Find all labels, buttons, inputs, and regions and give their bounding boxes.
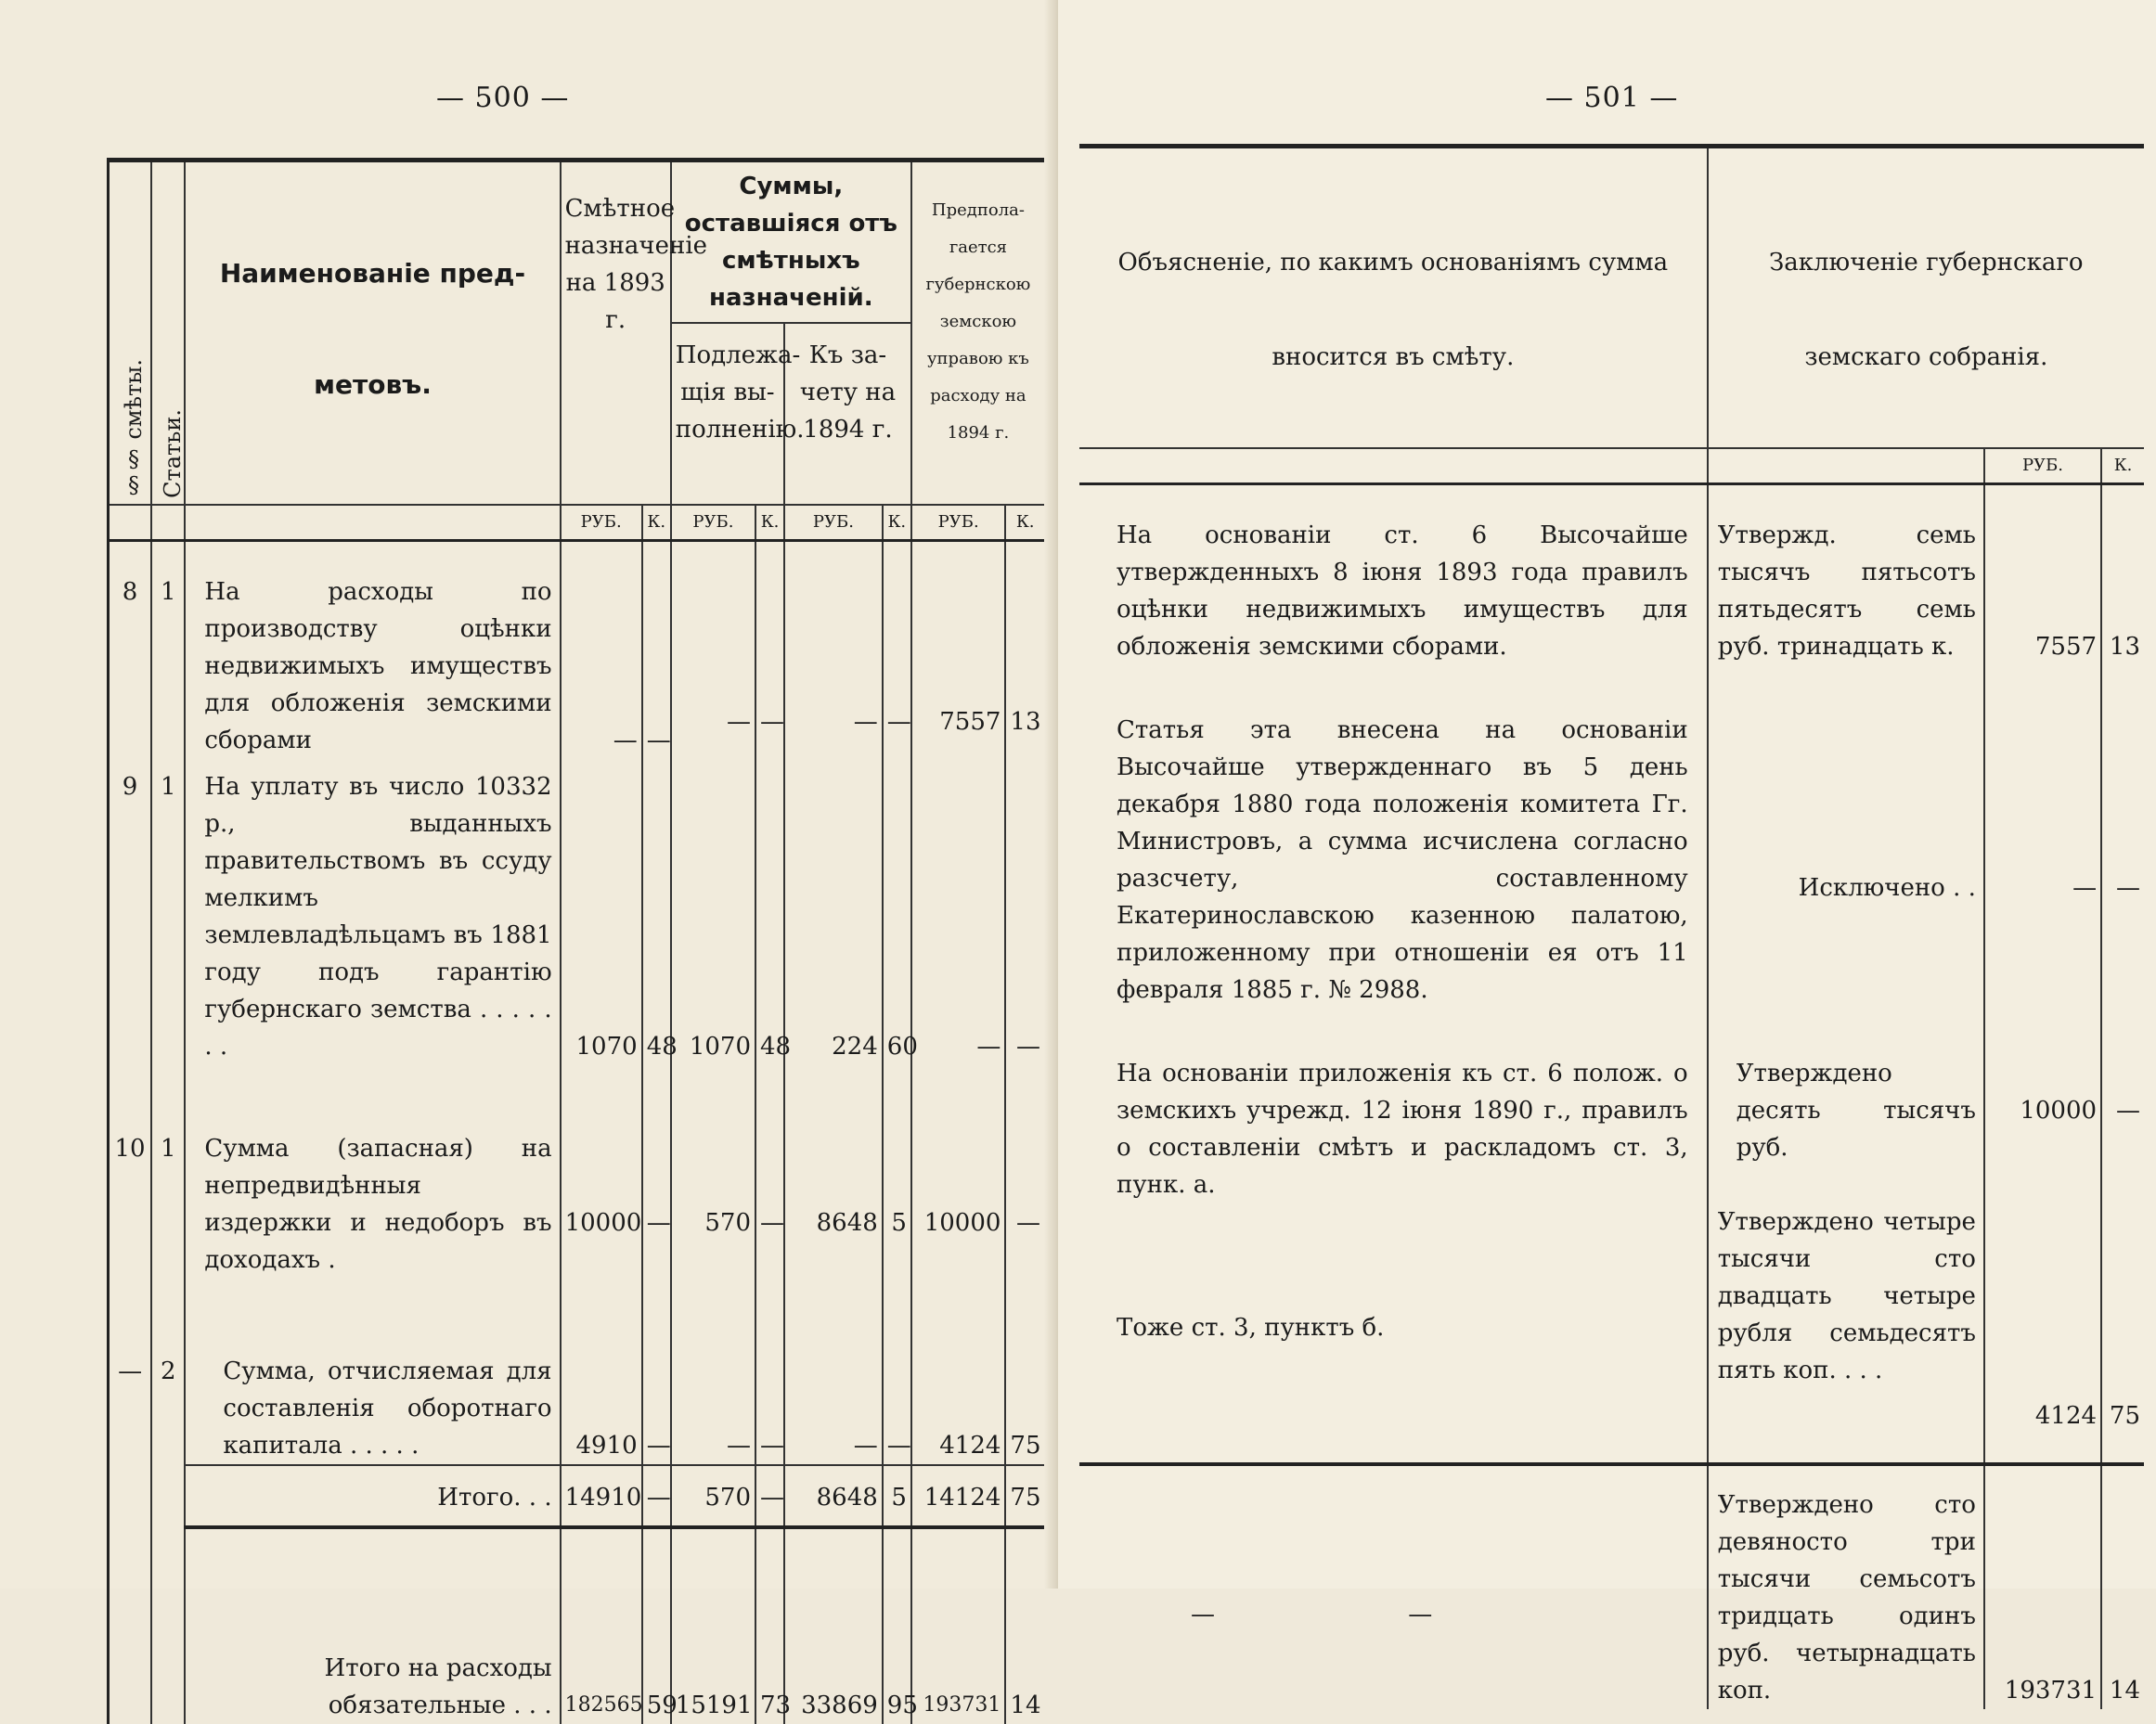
- final-dashes: [1079, 1464, 1708, 1709]
- row-zaklyuchenie: Утверждено четыре тысячи сто двадцать четыре рубля семьдесятъ пять коп. . . .: [1708, 1203, 1984, 1464]
- row-zaklyuchenie: Утверждено десять тысячъ руб.: [1708, 1009, 1984, 1203]
- cell-rub: 4124: [1984, 1203, 2101, 1464]
- cell-kop: —: [2101, 702, 2144, 1009]
- cell-zach-r: 8648: [784, 1065, 883, 1344]
- header-predpolagaetsya: Предпола-гается губернскою земскою управою къ расходу на 1894 г.: [911, 161, 1044, 506]
- cell-podl-k: —: [755, 1344, 784, 1465]
- cell-smet-r: 4910: [561, 1344, 642, 1465]
- cell-podl-r: 570: [671, 1465, 755, 1527]
- cell-smet-k: —: [642, 1465, 671, 1527]
- header-obyasnenie: Объясненіе, по какимъ основаніямъ сумма вносится въ смѣту.: [1117, 249, 1669, 371]
- table-row: [1079, 702, 2144, 1009]
- cell-rub: 7557: [1984, 484, 2101, 703]
- cell-zach-k: 60: [883, 759, 911, 1065]
- row-st: 2: [151, 1344, 185, 1465]
- page-number: — 501 —: [1545, 82, 1679, 114]
- row-st: 1: [151, 1065, 185, 1344]
- cell-podl-r: 1070: [671, 759, 755, 1065]
- cell-zach-k: 95: [883, 1527, 911, 1724]
- row-st: 1: [151, 541, 185, 760]
- row-name: Сумма (запасная) на непредвидѣнныя издержки и недоборъ въ доходахъ .: [185, 1065, 560, 1344]
- cell-podl-k: —: [755, 1465, 784, 1527]
- row-obyasnenie: На основаніи ст. 6 Высочайше утвержденныхъ 8 іюня 1893 года правилъ оцѣнки недвижимыхъ имуществъ для обложенія земскими сборами.: [1117, 521, 1688, 661]
- table-row: [109, 1065, 1045, 1344]
- cell-zach-r: —: [784, 1344, 883, 1465]
- cell-pred-k: 75: [1005, 1344, 1044, 1465]
- final-dash: —: [1191, 1601, 1215, 1628]
- cell-rub: 193731: [1984, 1464, 2101, 1709]
- cell-zach-r: 224: [784, 759, 883, 1065]
- table-row: [109, 1344, 1045, 1465]
- header-zaklyuchenie: Заключеніе губернскаго земскаго собранія.: [1708, 147, 2144, 449]
- conclusion-table: [1079, 144, 2144, 1709]
- row-ss: 8: [109, 541, 152, 760]
- cell-rub: 10000: [1984, 1009, 2101, 1203]
- cell-smet-k: —: [642, 1065, 671, 1344]
- cell-zach-r: 8648: [784, 1465, 883, 1527]
- header-stati: Статьи.: [151, 161, 185, 506]
- cell-pred-r: —: [911, 759, 1006, 1065]
- itogo-obyaz-row: [109, 1527, 1045, 1724]
- kop-label: К.: [2101, 448, 2144, 484]
- page-number: — 500 —: [436, 82, 570, 114]
- rub-label: РУБ.: [1984, 448, 2101, 484]
- row-zaklyuchenie: Утверждено сто девяносто три тысячи семьсотъ тридцать одинъ руб. четырнадцать коп.: [1708, 1464, 1984, 1709]
- cell-podl-k: —: [755, 1065, 784, 1344]
- row-obyasnenie: Тоже ст. 3, пунктъ б.: [1117, 1314, 1385, 1342]
- left-page: [0, 0, 1058, 1719]
- table-row: [1079, 1009, 2144, 1203]
- row-st: 1: [151, 759, 185, 1065]
- cell-smet-r: —: [561, 541, 642, 760]
- row-ss: 10: [109, 1065, 152, 1344]
- kop-label: К.: [642, 505, 671, 541]
- itogo-obyaz-label: Итого на расходы обязательные . . .: [185, 1527, 560, 1724]
- cell-smet-r: 182565: [561, 1527, 642, 1724]
- rub-label: РУБ.: [671, 505, 755, 541]
- kop-label: К.: [883, 505, 911, 541]
- cell-smet-r: 14910: [561, 1465, 642, 1527]
- rub-label: РУБ.: [561, 505, 642, 541]
- rub-label: РУБ.: [784, 505, 883, 541]
- right-page: [1058, 0, 2156, 1705]
- header-k-zachetu: Къ за-чету на 1894 г.: [784, 323, 911, 505]
- table-row: [1079, 1203, 2144, 1464]
- cell-zach-k: 5: [883, 1065, 911, 1344]
- cell-pred-r: 10000: [911, 1065, 1006, 1344]
- cell-kop: 14: [2101, 1464, 2144, 1709]
- cell-smet-k: —: [642, 1344, 671, 1465]
- cell-pred-k: 75: [1005, 1465, 1044, 1527]
- cell-pred-k: —: [1005, 759, 1044, 1065]
- row-name: На уплату въ число 10332 р., выданныхъ правительствомъ въ ссуду мелкимъ землевладѣльцамъ въ 1881 году подъ гарантію губернскаго земства . . . . . . .: [185, 759, 560, 1065]
- row-name: На расходы по производству оцѣнки недвижимыхъ имуществъ для обложенія земскими сборами: [185, 541, 560, 760]
- row-name: Сумма, отчисляемая для составленія оборотнаго капитала . . . . .: [185, 1344, 560, 1465]
- row-obyasnenie: На основаніи приложенія къ ст. 6 полож. о земскихъ учрежд. 12 іюня 1890 г., правилъ о составленіи смѣтъ и раскладомъ ст. 3, пунк. а.: [1117, 1060, 1688, 1199]
- cell-smet-k: 48: [642, 759, 671, 1065]
- cell-smet-r: 10000: [561, 1065, 642, 1344]
- cell-podl-k: 73: [755, 1527, 784, 1724]
- table-row: [109, 541, 1045, 760]
- cell-smet-k: —: [642, 541, 671, 760]
- kop-label: К.: [1005, 505, 1044, 541]
- cell-smet-k: 59: [642, 1527, 671, 1724]
- cell-pred-r: 4124: [911, 1344, 1006, 1465]
- row-zaklyuchenie: Утвержд. семь тысячъ пятьсотъ пятьдесятъ семь руб. тринадцать к.: [1708, 484, 1984, 703]
- cell-pred-k: 13: [1005, 541, 1044, 760]
- header-ss-smety: §§ смѣты.: [109, 161, 152, 506]
- header-ostavshiesya: Суммы, оставшіяся отъ смѣтныхъ назначеній.: [671, 161, 911, 324]
- table-row: [1079, 484, 2144, 703]
- header-name: Наименованіе пред-метовъ.: [185, 161, 560, 506]
- cell-pred-r: 193731: [911, 1527, 1006, 1724]
- cell-kop: 75: [2101, 1203, 2144, 1464]
- cell-podl-r: 15191: [671, 1527, 755, 1724]
- cell-zach-r: —: [784, 541, 883, 760]
- cell-podl-r: —: [671, 1344, 755, 1465]
- cell-podl-r: 570: [671, 1065, 755, 1344]
- cell-podl-k: 48: [755, 759, 784, 1065]
- row-ss: —: [109, 1344, 152, 1465]
- kop-label: К.: [755, 505, 784, 541]
- cell-pred-k: —: [1005, 1065, 1044, 1344]
- header-smetnoe: Смѣтное назначеніе на 1893 г.: [561, 161, 671, 506]
- table-row: [109, 759, 1045, 1065]
- final-row: [1079, 1464, 2144, 1709]
- itogo-row: [109, 1465, 1045, 1527]
- cell-zach-k: —: [883, 1344, 911, 1465]
- rub-label: РУБ.: [911, 505, 1006, 541]
- cell-pred-r: 14124: [911, 1465, 1006, 1527]
- cell-zach-k: —: [883, 541, 911, 760]
- cell-smet-r: 1070: [561, 759, 642, 1065]
- cell-zach-r: 33869: [784, 1527, 883, 1724]
- row-obyasnenie: Статья эта внесена на основаніи Высочайше утвержденнаго въ 5 день декабря 1880 года положенія комитета Гг. Министровъ, а сумма исчислена согласно разсчету, составленному Екатеринославскою казенною палатою, приложенному при отношеніи ея отъ 11 февраля 1885 г. № 2988.: [1117, 716, 1688, 1004]
- final-dash: —: [1408, 1601, 1433, 1628]
- header-podlezh: Подлежа-щія вы-полненію.: [671, 323, 784, 505]
- row-ss: 9: [109, 759, 152, 1065]
- estimate-table: [107, 158, 1044, 1724]
- cell-kop: —: [2101, 1009, 2144, 1203]
- cell-kop: 13: [2101, 484, 2144, 703]
- cell-podl-k: —: [755, 541, 784, 760]
- row-zaklyuchenie: Исключено . .: [1708, 702, 1984, 1009]
- cell-rub: —: [1984, 702, 2101, 1009]
- cell-pred-r: 7557: [911, 541, 1006, 760]
- cell-pred-k: 14: [1005, 1527, 1044, 1724]
- cell-zach-k: 5: [883, 1465, 911, 1527]
- itogo-label: Итого. . .: [185, 1465, 560, 1527]
- cell-podl-r: —: [671, 541, 755, 760]
